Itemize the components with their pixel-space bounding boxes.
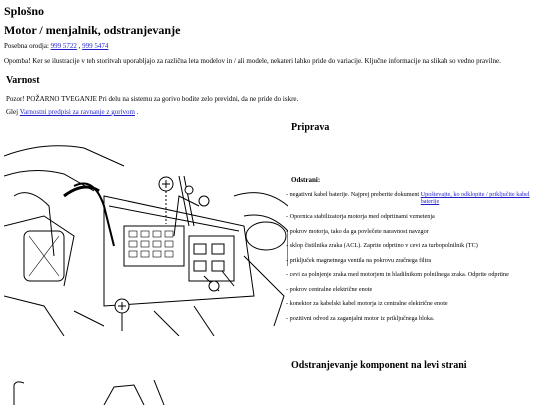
see-suffix: . [136, 108, 139, 116]
note-text: Opomba! Ker se ilustracije v teh storitvah uporabljajo za različna leta modelov in / ali modele, nekateri lahko pride do variacije. Ključne informacije na slikah so vedno pravilne. [4, 57, 501, 65]
step-item: - cevi za polnjenje zraka med motorjem in hladilnikom polnilnega zraka. Odprite odprtine [286, 271, 509, 278]
step-item: - konektor za kabelski kabel motorja iz centralne električne enote [286, 300, 448, 307]
safety-see-line [6, 108, 138, 116]
safety-heading: Varnost [6, 75, 40, 86]
step-item: - pokrov centralne električne enote [286, 286, 373, 293]
left-side-heading: Odstranjevanje komponent na levi strani [291, 360, 467, 371]
step-item: - Opornica stabilizatorja motorja med odprtinami vzmetenja [286, 213, 435, 220]
engine-bay-illustration [4, 136, 288, 336]
left-side-illustration [4, 375, 288, 405]
special-tools-label: Posebna orodja: [4, 42, 49, 50]
fuel-safety-link[interactable]: Varnostni predpisi za ravnanje z gorivom [19, 108, 135, 116]
step-item: - sklop čistilnika zraka (ACL). Zaprite odprtino v cevi za turbopolnilnik (TC) [286, 242, 478, 249]
tool-link-1[interactable]: 999 5722 [50, 42, 77, 50]
page-title: Motor / menjalnik, odstranjevanje [4, 23, 181, 37]
step-text: - negativni kabel baterije. Najprej preberite dokument [286, 191, 421, 198]
special-tools-line [4, 42, 108, 50]
tools-separator: , [78, 42, 81, 50]
step-item: - priključek magnetnega ventila na pokrovu zračnega filtra [286, 257, 432, 264]
see-label: Glej [6, 108, 19, 116]
step-item: - pozitivni odvod za zaganjalni motor iz priključnega bloka. [286, 315, 435, 322]
tool-link-2[interactable]: 999 5474 [82, 42, 109, 50]
remove-heading: Odstrani: [291, 176, 321, 184]
preparation-heading: Priprava [291, 122, 330, 133]
step-item [286, 191, 531, 205]
section-heading: Splošno [4, 4, 45, 18]
safety-warning-text: Pozor! POŽARNO TVEGANJE Pri delu na sistemu za gorivo bodite zelo previdni, da ne pride do iskre. [6, 95, 299, 103]
step-item: - pokrov motorja, tako da ga povlečete naravnost navzgor [286, 228, 429, 235]
battery-cable-link[interactable]: Upoštevajte, ko odklopite / priključite kabel baterije [420, 191, 530, 205]
